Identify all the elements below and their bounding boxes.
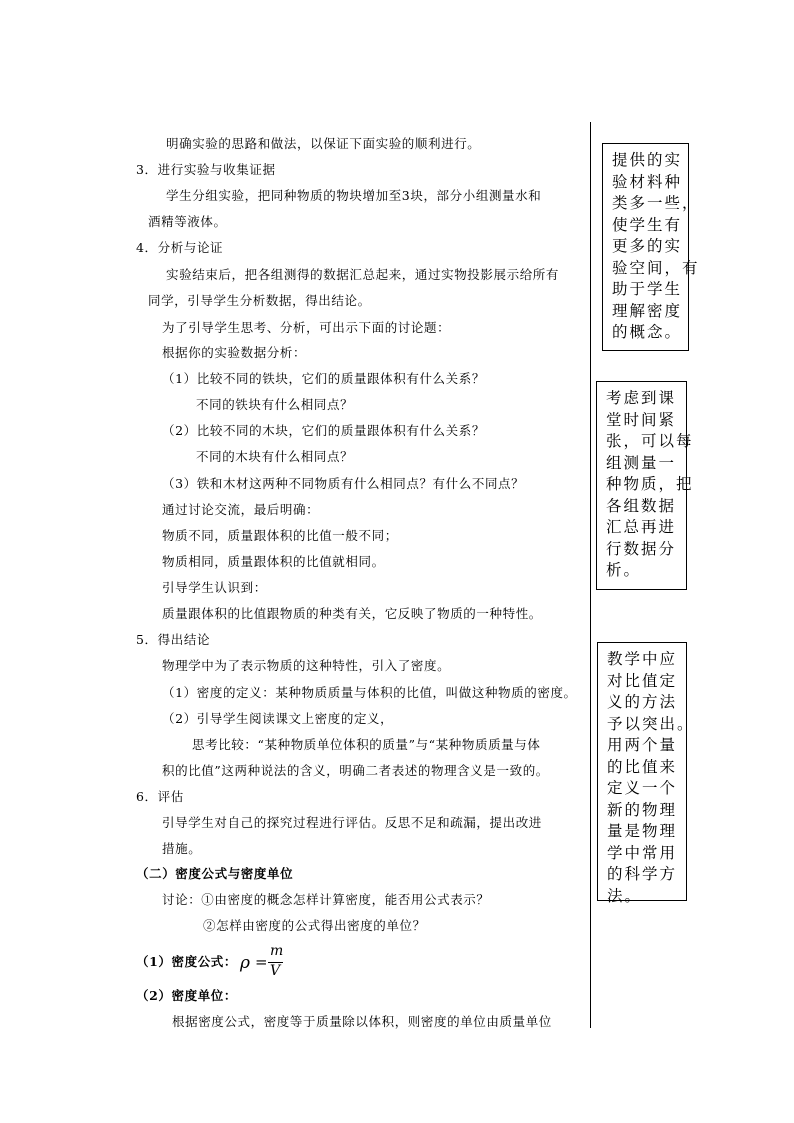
- text-line: 措施。: [162, 841, 202, 856]
- formula-equals: =: [255, 953, 268, 971]
- discussion-line: 讨论：①由密度的概念怎样计算密度，能否用公式表示？: [162, 892, 490, 907]
- note-line: 类多一些，: [612, 194, 700, 212]
- text-line: 物理学中为了表示物质的这种特性，引入了密度。: [162, 658, 451, 673]
- note-line: 新的物理: [607, 800, 678, 819]
- question-line: 不同的木块有什么相同点？: [196, 449, 354, 464]
- note-line: 汇总再进: [606, 518, 677, 536]
- note-line: 的比值来: [607, 757, 678, 776]
- unit-label: [136, 988, 237, 1004]
- text-line: 通过讨论交流，最后明确：: [162, 502, 320, 517]
- text-line: 根据你的实验数据分析：: [162, 345, 307, 360]
- side-note-1: [602, 143, 700, 351]
- column-divider: [590, 122, 591, 1028]
- formula-denominator: V: [270, 963, 281, 979]
- note-line: 义的方法: [607, 693, 678, 711]
- note-line: 验材料种: [612, 172, 683, 191]
- side-note-3: [597, 642, 695, 905]
- text-line: 质量跟体积的比值跟物质的种类有关，它反映了物质的一种特性。: [162, 606, 542, 621]
- note-line: 提供的实: [612, 151, 683, 169]
- note-line: 理解密度: [612, 301, 683, 320]
- note-line: 的科学方: [607, 865, 678, 883]
- section-heading: 5．得出结论: [136, 632, 211, 647]
- note-line: 种物质，把: [606, 475, 694, 493]
- question-line: （3）铁和木材这两种不同物质有什么相同点？有什么不同点？: [162, 476, 525, 491]
- text-line: 引导学生认识到：: [162, 580, 267, 595]
- section-heading: 3．进行实验与收集证据: [136, 162, 276, 177]
- note-line: 予以突出。: [607, 714, 695, 733]
- note-line: 组测量一: [606, 453, 677, 472]
- note-line: 定义一个: [607, 779, 678, 797]
- note-line: 使学生有: [612, 215, 683, 234]
- section-heading: 6．评估: [136, 789, 184, 804]
- note-line: 学中常用: [607, 843, 678, 862]
- question-line: （1）比较不同的铁块，它们的质量跟体积有什么关系？: [162, 371, 485, 386]
- note-line: 验空间，有: [612, 258, 700, 277]
- note-line: 堂时间紧: [606, 410, 677, 429]
- note-line: 析。: [606, 561, 642, 579]
- unit-label-text: （2）密度单位：: [136, 988, 237, 1003]
- text-line: 物质相同，质量跟体积的比值就相同。: [162, 554, 385, 569]
- note-line: 量是物理: [607, 822, 678, 840]
- subsection-heading: （二）密度公式与密度单位: [136, 866, 294, 881]
- formula-label: [136, 954, 237, 970]
- text-line: 同学，引导学生分析数据，得出结论。: [148, 293, 371, 308]
- note-line: 用两个量: [607, 736, 678, 754]
- note-line: 的概念。: [612, 323, 683, 341]
- note-line: 法。: [607, 886, 643, 905]
- formula-numerator: m: [270, 943, 284, 959]
- section-heading: 4．分析与论证: [136, 240, 224, 255]
- note-line: 对比值定: [607, 671, 678, 690]
- note-line: 教学中应: [607, 650, 678, 668]
- note-line: 张，可以每: [606, 432, 694, 450]
- question-line: （2）比较不同的木块，它们的质量跟体积有什么关系？: [162, 423, 485, 438]
- text-line: 根据密度公式，密度等于质量除以体积，则密度的单位由质量单位: [172, 1014, 552, 1029]
- text-line: 积的比值”这两种说法的含义，明确二者表述的物理含义是一致的。: [162, 763, 549, 778]
- note-line: 各组数据: [606, 496, 677, 515]
- discussion-line: ②怎样由密度的公式得出密度的单位？: [203, 918, 426, 933]
- question-line: 不同的铁块有什么相同点？: [196, 397, 354, 412]
- text-line: 引导学生对自己的探究过程进行评估。反思不足和疏漏，提出改进: [162, 815, 542, 830]
- text-line: 物质不同，质量跟体积的比值一般不同；: [162, 528, 398, 543]
- text-line: 明确实验的思路和做法，以保证下面实验的顺利进行。: [166, 136, 481, 151]
- formula-label-text: （1）密度公式：: [136, 954, 237, 969]
- note-line: 考虑到课: [606, 389, 677, 407]
- text-line: （1）密度的定义：某种物质质量与体积的比值，叫做这种物质的密度。: [162, 685, 577, 700]
- text-line: 为了引导学生思考、分析，可出示下面的讨论题：: [162, 320, 451, 335]
- text-line: 实验结束后，把各组测得的数据汇总起来，通过实物投影展示给所有: [166, 267, 560, 282]
- side-note-2: [596, 381, 694, 590]
- note-line: 助于学生: [612, 280, 683, 298]
- text-line: 学生分组实验，把同种物质的物块增加至3块，部分小组测量水和: [166, 188, 542, 203]
- note-line: 行数据分: [606, 539, 677, 558]
- text-line: （2）引导学生阅读课文上密度的定义，: [162, 711, 394, 726]
- text-line: 酒精等液体。: [148, 214, 227, 229]
- text-line: 思考比较：“某种物质单位体积的质量”与“某种物质质量与体: [192, 737, 541, 752]
- formula-rho: ρ: [240, 953, 250, 973]
- note-line: 更多的实: [612, 237, 683, 255]
